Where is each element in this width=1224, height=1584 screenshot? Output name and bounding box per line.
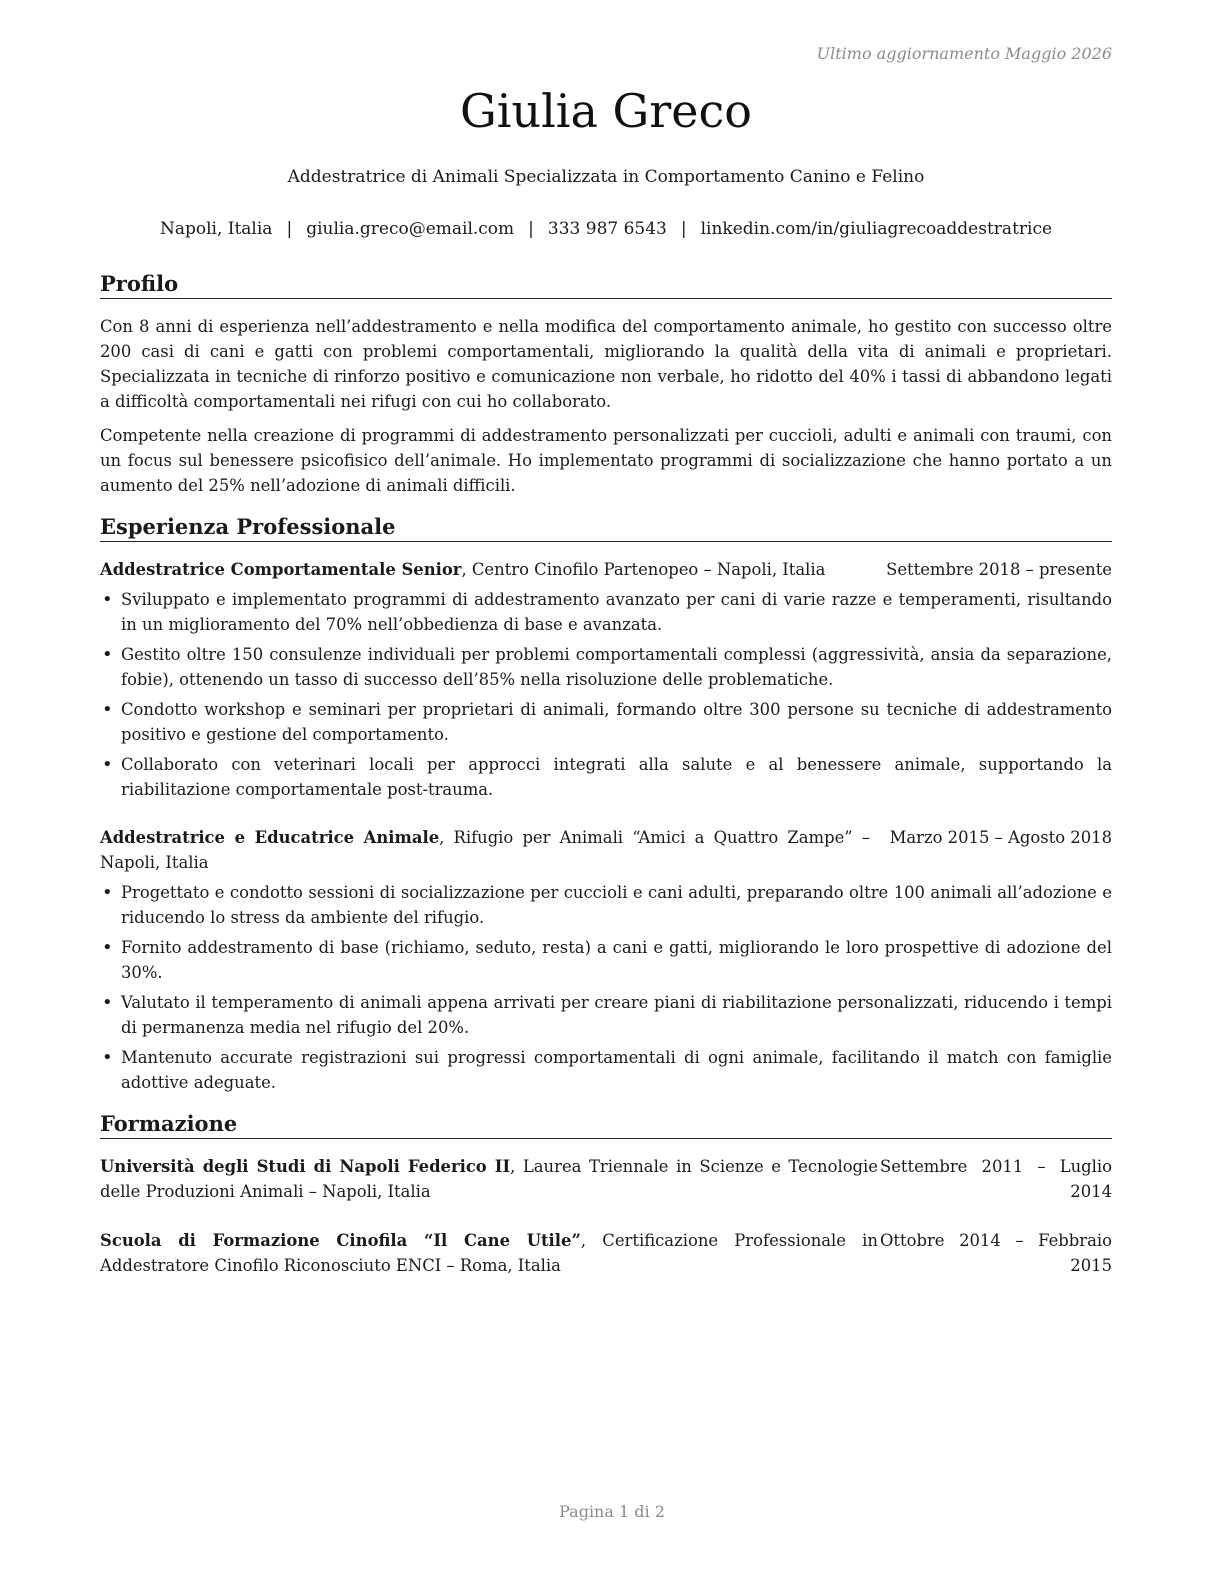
contact-location: Napoli, Italia	[159, 219, 273, 239]
job-bullets	[100, 587, 1112, 807]
contact-phone[interactable]: 333 987 6543	[547, 219, 667, 239]
education-detail: , Laurea Triennale in Scienze e Tecnologie delle Produzioni Animali – Napoli, Italia	[100, 1157, 878, 1201]
job-dates: Marzo 2015 – Agosto 2018	[889, 828, 1112, 847]
education-school: Scuola di Formazione Cinofila “Il Cane Utile”	[100, 1231, 581, 1250]
contact-separator: |	[528, 219, 534, 239]
education-detail: , Certificazione Professionale in Addestratore Cinofilo Riconosciuto ENCI – Roma, Italia	[100, 1231, 878, 1275]
list-item: • Sviluppato e implementato programmi di addestramento avanzato per cani di varie razze e temperamenti, risultando in un miglioramento del 70% nell’obbedienza di base e avanzata.	[100, 587, 1112, 637]
job-title-block	[100, 825, 870, 875]
list-item: • Mantenuto accurate registrazioni sui progressi comportamentali di ogni animale, facilitando il match con famiglie adottive adeguate.	[100, 1045, 1112, 1095]
job-role: Addestratrice Comportamentale Senior	[100, 560, 462, 579]
education-dates: Ottobre 2014 – Febbraio 2015	[880, 1231, 1112, 1275]
list-item: • Fornito addestramento di base (richiamo, seduto, resta) a cani e gatti, migliorando le loro prospettive di adozione del 30%.	[100, 935, 1112, 985]
section-title-education: Formazione	[100, 1111, 1112, 1139]
job-header	[100, 557, 1112, 582]
last-updated: Ultimo aggiornamento Maggio 2026	[816, 44, 1112, 63]
job-bullets	[100, 880, 1112, 1100]
list-item: • Progettato e condotto sessioni di socializzazione per cuccioli e cani adulti, preparando oltre 100 animali all’adozione e riducendo lo stress da ambiente del rifugio.	[100, 880, 1112, 930]
section-title-profile: Profilo	[100, 271, 1112, 299]
education-dates: Settembre 2011 – Luglio 2014	[880, 1157, 1112, 1201]
job-role: Addestratrice e Educatrice Animale	[100, 828, 440, 847]
job-organization: , Rifugio per Animali “Amici a Quattro Zampe” – Napoli, Italia	[100, 828, 870, 872]
contact-linkedin[interactable]: linkedin.com/in/giuliagrecoaddestratrice	[700, 219, 1053, 239]
education-title-block	[100, 1228, 878, 1278]
list-item: • Gestito oltre 150 consulenze individuali per problemi comportamentali complessi (aggressività, ansia da separazione, fobie), ottenendo un tasso di successo dell’85% nella risoluzione delle problematiche.	[100, 642, 1112, 692]
contact-separator: |	[680, 219, 687, 239]
education-title-block	[100, 1154, 878, 1204]
section-title-experience: Esperienza Professionale	[100, 514, 1112, 542]
list-item: • Collaborato con veterinari locali per approcci integrati alla salute e al benessere animale, supportando la riabilitazione comportamentale post-trauma.	[100, 752, 1112, 802]
contact-separator: |	[286, 219, 293, 239]
job-organization: , Centro Cinofilo Partenopeo – Napoli, Italia	[461, 560, 826, 579]
contact-email[interactable]: giulia.greco@email.com	[306, 219, 515, 239]
profile-paragraph: Con 8 anni di esperienza nell’addestramento e nella modifica del comportamento animale, ho gestito con successo oltre 200 casi di cani e gatti con problemi comportamentali, migliorando la qualità della vita di animali e proprietari. Specializzata in tecniche di rinforzo positivo e comunicazione non verbale, ho ridotto del 40% i tassi di abbandono legati a difficoltà comportamentali nei rifugi con cui ho collaborato.	[100, 317, 1112, 411]
profile-paragraph: Competente nella creazione di programmi di addestramento personalizzati per cuccioli, adulti e animali con traumi, con un focus sul benessere psicofisico dell’animale. Ho implementato programmi di socializzazione che hanno portato a un aumento del 25% nell’adozione di animali difficili.	[100, 426, 1112, 495]
candidate-headline: Addestratrice di Animali Specializzata in Comportamento Canino e Felino	[287, 167, 925, 187]
education-school: Università degli Studi di Napoli Federico II	[100, 1157, 511, 1176]
page-number: Pagina 1 di 2	[559, 1502, 665, 1521]
contact-line	[100, 219, 1112, 239]
list-item: • Condotto workshop e seminari per proprietari di animali, formando oltre 300 persone su tecniche di addestramento positivo e gestione del comportamento.	[100, 697, 1112, 747]
candidate-name: Giulia Greco	[460, 84, 752, 138]
list-item: • Valutato il temperamento di animali appena arrivati per creare piani di riabilitazione personalizzati, riducendo i tempi di permanenza media nel rifugio del 20%.	[100, 990, 1112, 1040]
job-dates: Settembre 2018 – presente	[886, 560, 1112, 579]
